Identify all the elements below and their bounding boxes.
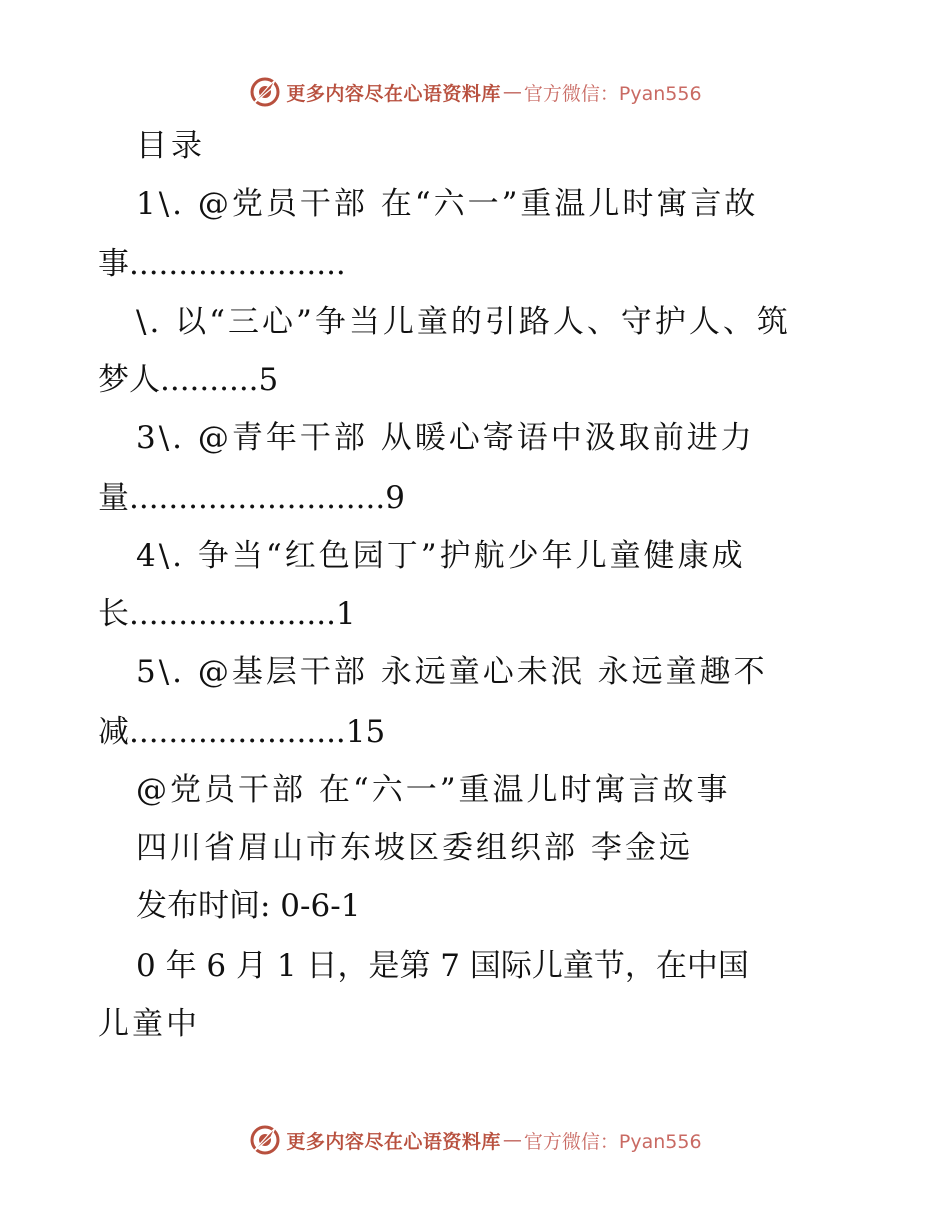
footer-watermark [0,1118,950,1162]
toc-entry-continued: 梦人..........5 [98,362,279,398]
toc-entry: \. 以“三心”争当儿童的引路人、守护人、筑 [136,304,791,340]
article-date: 发布时间: 0-6-1 [136,888,361,924]
toc-entry: 4\. 争当“红色园丁”护航少年儿童健康成 [136,538,746,574]
article-body-line: 儿童中 [98,1006,200,1042]
quill-logo-icon [248,75,282,109]
toc-entry-continued: 事...................... [98,246,346,282]
toc-entry: 3\. @青年干部 从暖心寄语中汲取前进力 [136,420,755,456]
watermark-sub-text: 官方微信：Pyan556 [523,82,702,105]
toc-entry-continued: 减......................15 [98,714,386,750]
watermark-dash: — [502,1129,522,1151]
watermark-sub-text: 官方微信：Pyan556 [523,1130,702,1153]
watermark-main-text: 更多内容尽在心语资料库 [286,82,501,105]
quill-logo-icon [248,1123,282,1157]
article-author: 四川省眉山市东坡区委组织部 李金远 [136,830,693,866]
article-body-line: 0 年 6 月 1 日，是第 7 国际儿童节，在中国 [136,948,749,984]
toc-entry: 1\. @党员干部 在“六一”重温儿时寓言故 [136,186,759,222]
toc-entry-continued: 量..........................9 [98,480,405,516]
article-title: @党员干部 在“六一”重温儿时寓言故事 [136,772,731,808]
watermark-dash: — [502,81,522,103]
header-watermark [0,70,950,114]
watermark-main-text: 更多内容尽在心语资料库 [286,1130,501,1153]
toc-title: 目录 [136,128,206,164]
toc-entry-continued: 长.....................1 [98,596,356,632]
toc-entry: 5\. @基层干部 永远童心未泯 永远童趣不 [136,654,768,690]
